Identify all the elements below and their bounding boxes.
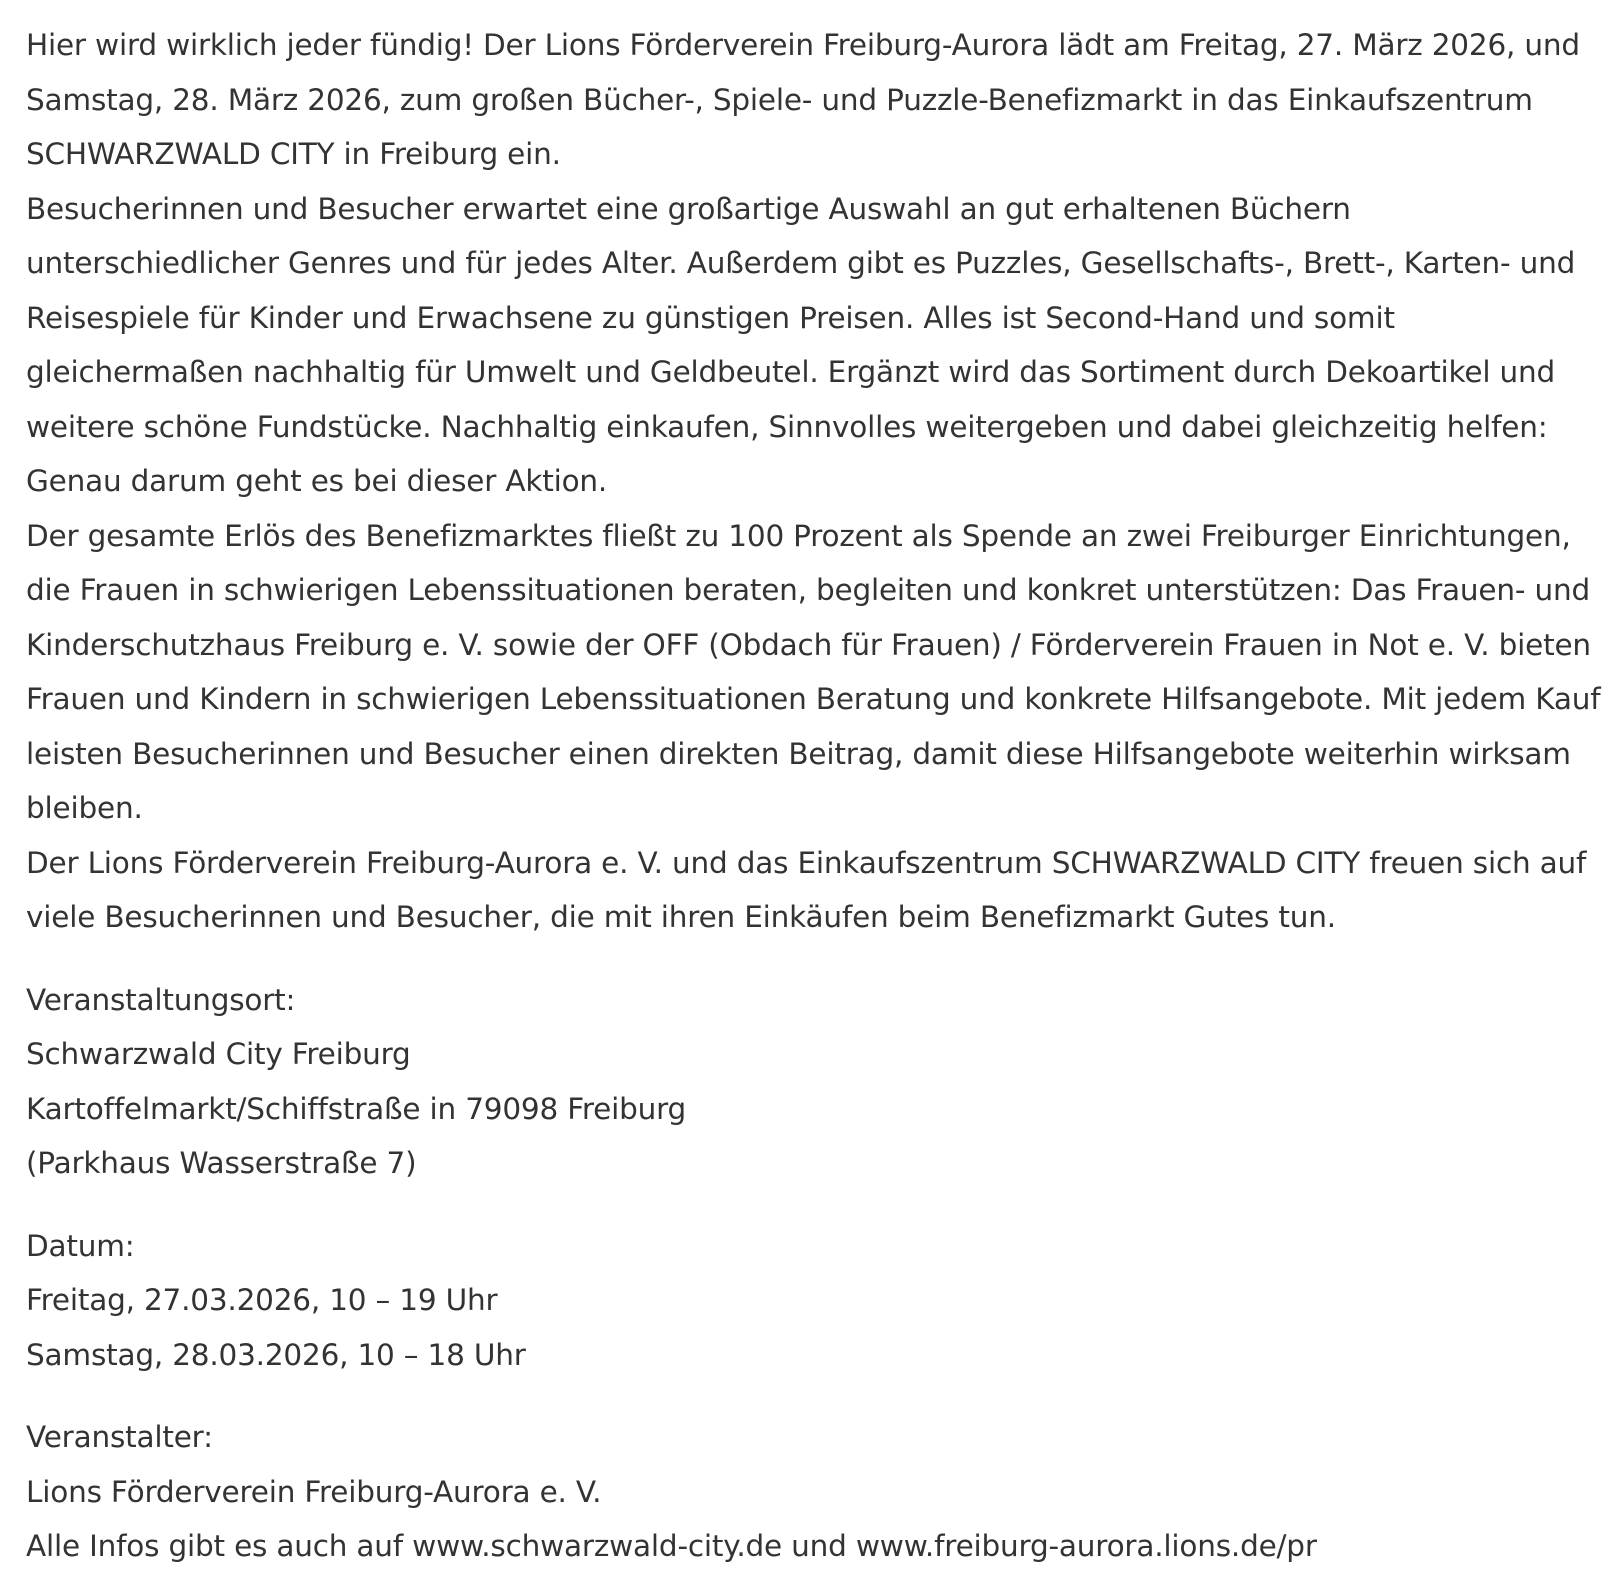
date-saturday: Samstag, 28.03.2026, 10 – 18 Uhr <box>26 1337 526 1372</box>
date-block <box>26 1219 1606 1383</box>
offer-paragraph: Besucherinnen und Besucher erwartet eine großartige Auswahl an gut erhaltenen Büchern unterschiedlicher Genres und für jedes Alter. Außerdem gibt es Puzzles, Gesellschafts-, Brett-, Karten- und Reisespiele für Kinder und Erwachsene zu günstigen Preisen. Alles ist Second-Hand und somit gleichermaßen nachhaltig für Umwelt und Geldbeutel. Ergänzt wird das Sortiment durch Dekoartikel und weitere schöne Fundstücke. Nachhaltig einkaufen, Sinnvolles weitergeben und dabei gleichzeitig helfen: Genau darum geht es bei dieser Aktion. <box>26 191 1576 498</box>
organizer-block <box>26 1410 1606 1574</box>
date-heading: Datum: <box>26 1228 135 1263</box>
venue-heading: Veranstaltungsort: <box>26 982 296 1017</box>
article-body <box>26 18 1606 1574</box>
organizer-name: Lions Förderverein Freiburg-Aurora e. V. <box>26 1474 602 1509</box>
date-friday: Freitag, 27.03.2026, 10 – 19 Uhr <box>26 1283 498 1317</box>
organizer-info: Alle Infos gibt es auch auf www.schwarzwald-city.de und www.freiburg-aurora.lions.de/pr <box>26 1529 1317 1563</box>
donation-paragraph: Der gesamte Erlös des Benefizmarktes fließt zu 100 Prozent als Spende an zwei Freiburger Einrichtungen, die Frauen in schwierigen Lebenssituationen beraten, begleiten und konkret unterstützen: Das Frauen- und Kinderschutzhaus Freiburg e. V. sowie der OFF (Obdach für Frauen) / Förderverein Frauen in Not e. V. bieten Frauen und Kindern in schwierigen Lebenssituationen Beratung und konkrete Hilfsangebote. Mit jedem Kauf leisten Besucherinnen und Besucher einen direkten Beitrag, damit diese Hilfsangebote weiterhin wirksam bleiben. <box>26 518 1601 825</box>
intro-paragraph: Hier wird wirklich jeder fündig! Der Lions Förderverein Freiburg-Aurora lädt am Freitag, 27. März 2026, und Samstag, 28. März 2026, zum großen Bücher-, Spiele- und Puzzle-Benefizmarkt in das Einkaufszentrum SCHWARZWALD CITY in Freiburg ein. <box>26 28 1580 171</box>
venue-parking: (Parkhaus Wasserstraße 7) <box>26 1146 417 1180</box>
venue-address: Kartoffelmarkt/Schiffstraße in 79098 Freiburg <box>26 1091 687 1126</box>
venue-name: Schwarzwald City Freiburg <box>26 1037 411 1071</box>
closing-paragraph: Der Lions Förderverein Freiburg-Aurora e. V. und das Einkaufszentrum SCHWARZWALD CITY freuen sich auf viele Besucherinnen und Besucher, die mit ihren Einkäufen beim Benefizmarkt Gutes tun. <box>26 845 1587 934</box>
organizer-heading: Veranstalter: <box>26 1420 213 1454</box>
venue-block <box>26 973 1606 1191</box>
